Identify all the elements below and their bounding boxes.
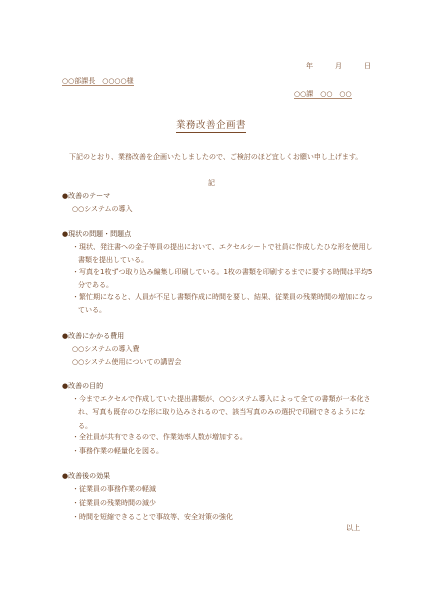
list-item: ○○システム使用についての講習会 [72,358,182,366]
list-item: ・従業員の残業時間の減少 [72,499,156,507]
recipient: ○○部課長 ○○○○様 [62,77,134,85]
date-year: 年 [306,62,313,70]
list-item: ・従業員の事務作業の軽減 [72,485,156,493]
date-day: 日 [364,62,371,70]
section-heading-theme: ●改善のテーマ [62,192,111,200]
intro-paragraph: 下記のとおり、業務改善を企画いたしましたので、ご検討のほど宜しくお願い申し上げます。 [69,153,363,161]
document-title: 業務改善企画書 [176,120,247,131]
date-line [306,63,371,70]
list-item: ・写真を1枚ずつ取り込み編集し印刷している。1枚の書類を印刷するまでに要する時間は平均5分である。 [72,268,373,290]
section-heading-effect: ●改善後の効果 [62,472,111,480]
date-month: 月 [335,62,342,70]
ki-label: 記 [208,179,215,187]
list-item: ○○システムの導入費 [72,345,140,353]
sender: ○○課 ○○ ○○ [294,90,352,98]
section-heading-problems: ●現状の問題・問題点 [62,230,132,238]
list-item: ・現状、発注書への金子等員の提出において、エクセルシートで社員に作成したひな形を使用し書類を提出している。 [72,243,373,265]
list-item: ・事務作業の軽量化を図る。 [72,447,163,455]
list-item: ・繁忙期になると、人員が不足し書類作成に時間を要し、結果、従業員の残業時間の増加になっている。 [72,293,373,315]
list-item: ・全社員が共有できるので、作業効率人数が増加する。 [72,433,247,441]
list-item: ・時間を短縮できることで事故等、安全対策の強化 [72,513,233,521]
closing-ijo: 以上 [346,524,360,532]
section-heading-purpose: ●改善の目的 [62,382,104,390]
list-item: ○○システムの導入 [72,205,133,213]
section-heading-cost: ●改善にかかる費用 [62,332,125,340]
list-item: ・今までエクセルで作成していた提出書類が、○○システム導入によって全ての書類が一本化され、写真も既存のひな形に取り込みされるので、該当写真のみの選択で印刷できるようになる。 [72,395,371,430]
